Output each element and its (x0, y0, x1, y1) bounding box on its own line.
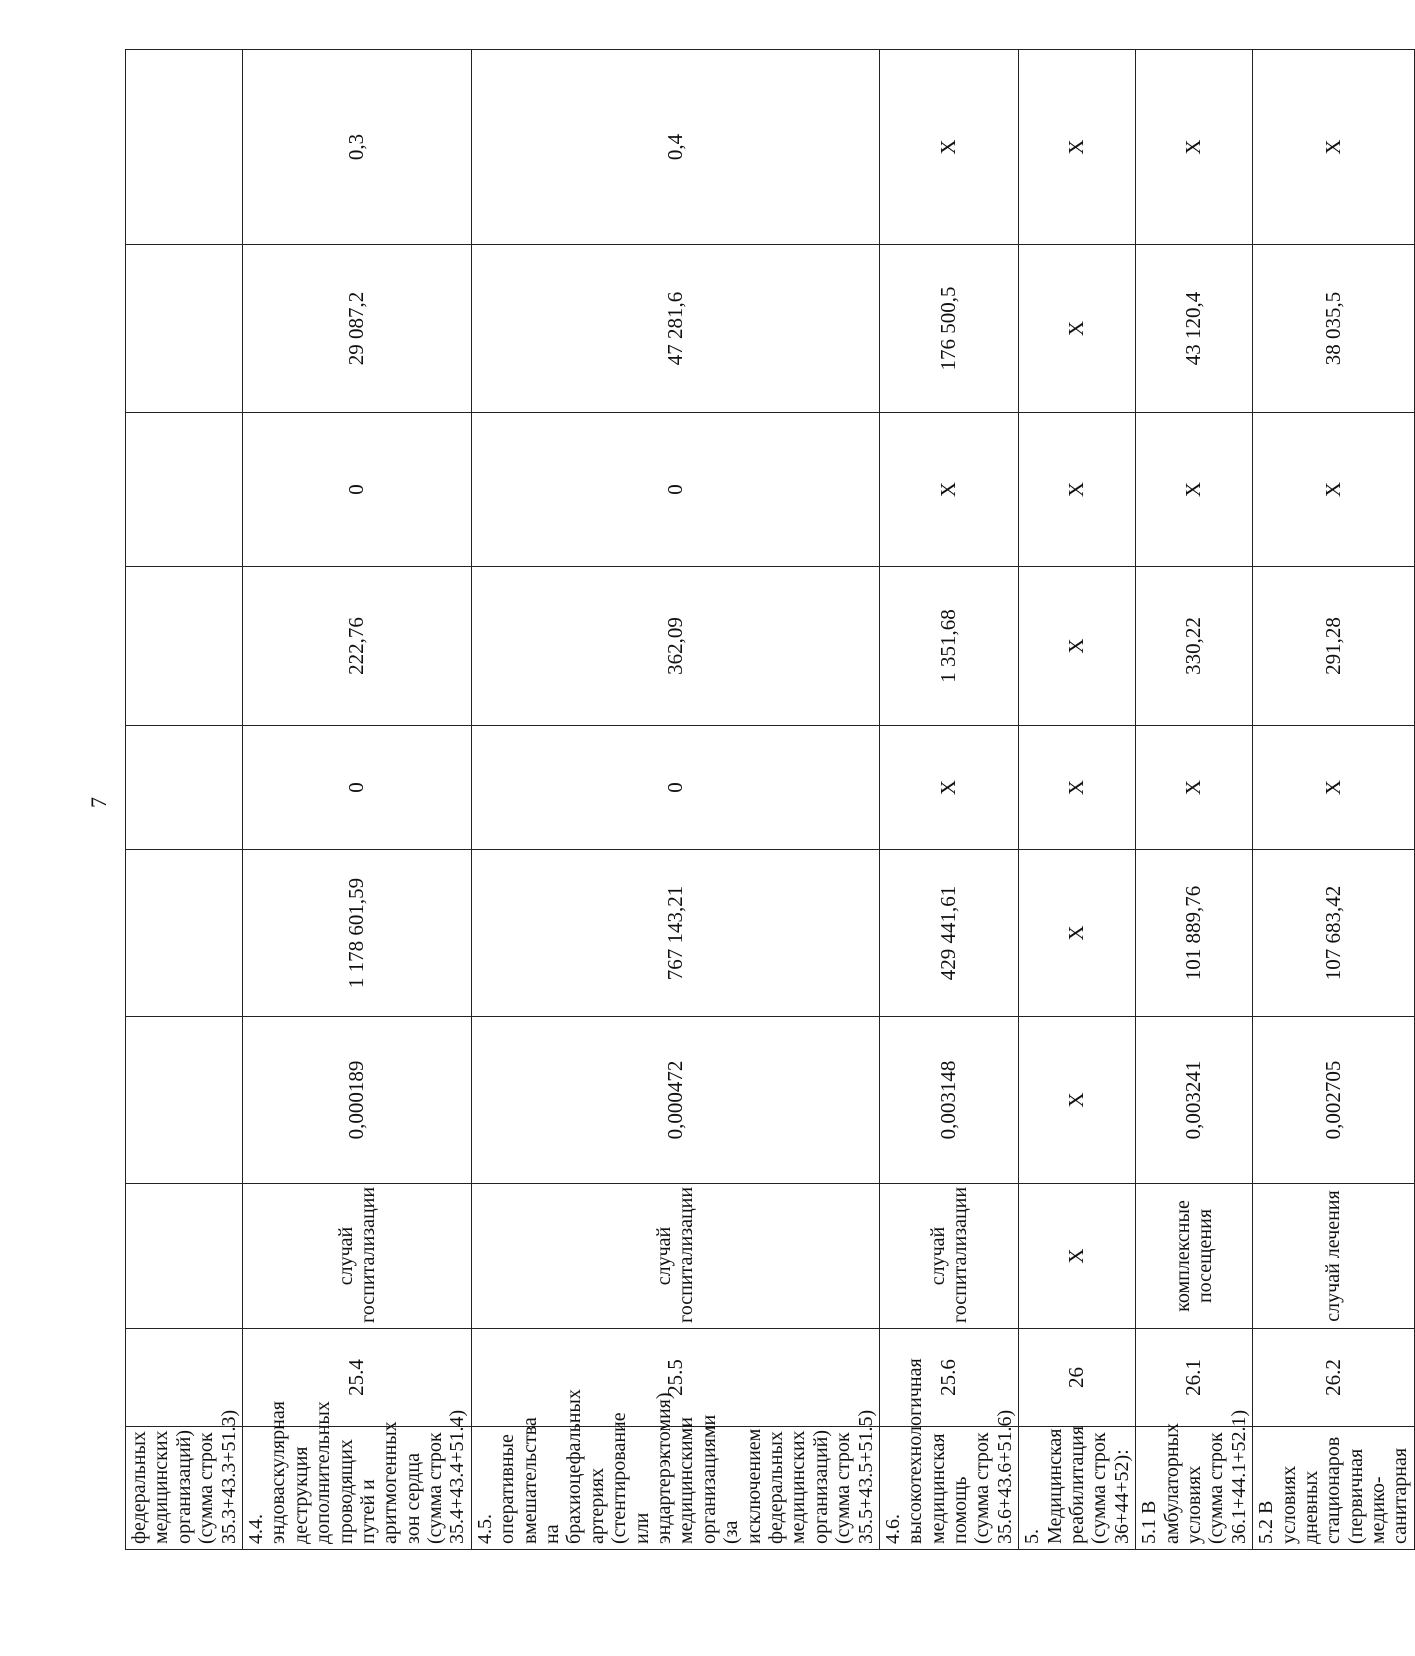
value-cell: X (1136, 413, 1253, 567)
value-cell: X (1019, 567, 1136, 726)
value-cell: 0 (471, 413, 879, 567)
value-cell (126, 413, 243, 567)
cost-cell: 429 441,61 (879, 850, 1018, 1017)
value-cell: X (1253, 726, 1415, 850)
row-label: 4.6. высокотехнологичная медицинская помощь (сумма строк 35.6+43.6+51.6) (879, 1427, 1018, 1550)
volume-cell (126, 1017, 243, 1184)
volume-cell: 0,000472 (471, 1017, 879, 1184)
cost-cell: 1 178 601,59 (242, 850, 471, 1017)
row-label: 5.2 В условиях дневных стационаров (первичная медико-санитарная (1253, 1427, 1415, 1550)
unit-cell (126, 1184, 243, 1329)
cost-cell: 767 143,21 (471, 850, 879, 1017)
row-label: федеральных медицинских организаций) (сумма строк 35.3+43.3+51.3) (126, 1427, 243, 1550)
value-cell: 362,09 (471, 567, 879, 726)
value-cell (126, 50, 243, 245)
row-label: 4.4. эндоваскулярная деструкция дополнительных проводящих путей и аритмогенных зон сердца (сумма строк 35.4+43.4+51.4) (242, 1427, 471, 1550)
unit-cell: случай госпитализации (471, 1184, 879, 1329)
value-cell: X (879, 726, 1018, 850)
value-cell: 0,3 (242, 50, 471, 245)
value-cell: 29 087,2 (242, 245, 471, 413)
value-cell: 38 035,5 (1253, 245, 1415, 413)
value-cell: 0 (471, 726, 879, 850)
value-cell (126, 245, 243, 413)
value-cell: X (1019, 245, 1136, 413)
volume-cell: 0,003241 (1136, 1017, 1253, 1184)
cost-cell: X (1019, 850, 1136, 1017)
value-cell: X (1019, 726, 1136, 850)
volume-cell: 0,002705 (1253, 1017, 1415, 1184)
unit-cell: случай госпитализации (879, 1184, 1018, 1329)
value-cell: 0,4 (471, 50, 879, 245)
value-cell (126, 726, 243, 850)
value-cell: 176 500,5 (879, 245, 1018, 413)
cost-cell: 101 889,76 (1136, 850, 1253, 1017)
volume-cell: X (1019, 1017, 1136, 1184)
unit-cell: X (1019, 1184, 1136, 1329)
value-cell: X (1019, 50, 1136, 245)
row-number: 25.5 (471, 1329, 879, 1427)
row-number: 26.2 (1253, 1329, 1415, 1427)
value-cell: X (1253, 413, 1415, 567)
value-cell: X (1019, 413, 1136, 567)
value-cell (126, 567, 243, 726)
volume-cell: 0,003148 (879, 1017, 1018, 1184)
row-label: 4.5. оперативные вмешательства на брахиоцефальных артериях (стентирование или эндартерэктомия) медицинскими организациями (за исключением федеральных медицинских организаций) (сумма строк 35.5+43.5+51.5) (471, 1427, 879, 1550)
row-label: 5. Медицинская реабилитация (сумма строк 36+44+52): (1019, 1427, 1136, 1550)
unit-cell: случай лечения (1253, 1184, 1415, 1329)
value-cell: X (1136, 50, 1253, 245)
value-cell: X (1136, 726, 1253, 850)
cost-cell: 107 683,42 (1253, 850, 1415, 1017)
row-number: 25.6 (879, 1329, 1018, 1427)
value-cell: 0 (242, 413, 471, 567)
data-table (125, 49, 1415, 1550)
value-cell: 222,76 (242, 567, 471, 726)
unit-cell: комплексные посещения (1136, 1184, 1253, 1329)
row-number: 25.4 (242, 1329, 471, 1427)
rotated-table-container (125, 50, 1412, 1550)
value-cell: 43 120,4 (1136, 245, 1253, 413)
row-number: 26 (1019, 1329, 1136, 1427)
value-cell: X (1253, 50, 1415, 245)
value-cell: X (879, 50, 1018, 245)
volume-cell: 0,000189 (242, 1017, 471, 1184)
unit-cell: случай госпитализации (242, 1184, 471, 1329)
value-cell: X (879, 413, 1018, 567)
value-cell: 291,28 (1253, 567, 1415, 726)
value-cell: 47 281,6 (471, 245, 879, 413)
value-cell: 330,22 (1136, 567, 1253, 726)
cost-cell (126, 850, 243, 1017)
row-number: 26.1 (1136, 1329, 1253, 1427)
value-cell: 0 (242, 726, 471, 850)
page-number: 7 (86, 797, 111, 808)
value-cell: 1 351,68 (879, 567, 1018, 726)
row-label: 5.1 В амбулаторных условиях (сумма строк 36.1+44.1+52.1) (1136, 1427, 1253, 1550)
